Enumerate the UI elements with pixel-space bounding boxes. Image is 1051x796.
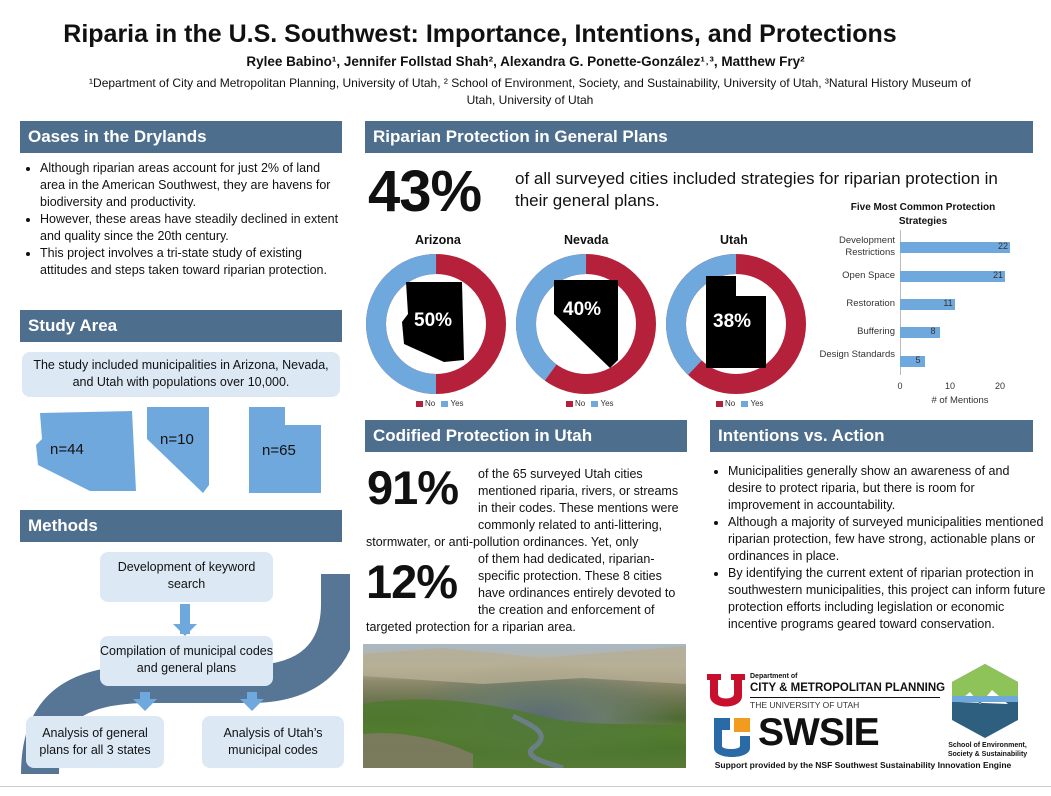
poster-title: Riparia in the U.S. Southwest: Importance, Intentions, and Protections: [63, 20, 897, 48]
chart-tick-label: 0: [897, 381, 903, 391]
legend-no: No: [575, 399, 586, 408]
dept-name: CITY & METROPOLITAN PLANNING: [750, 682, 946, 694]
method-step-compilation: Compilation of municipal codes and general plans: [100, 636, 273, 686]
donut-chart-nevada: [514, 252, 658, 396]
utah-count: n=65: [262, 442, 296, 459]
chart-tick-label: 10: [944, 381, 955, 391]
chart-value-label: 22: [997, 241, 1008, 251]
general-plans-heading: Riparian Protection in General Plans: [365, 121, 1033, 153]
legend-yes: Yes: [750, 399, 764, 408]
oases-bullet: • Although riparian areas account for just 2% of land area in the American Southwest, they are havens for biodiversity and productivity.: [40, 160, 340, 211]
chart-xlabel: # of Mentions: [931, 395, 989, 406]
methods-heading: Methods: [20, 510, 342, 542]
codified-text-2-wrap: [366, 551, 684, 636]
chart-bar: [900, 242, 1010, 253]
oases-heading: Oases in the Drylands: [20, 121, 342, 153]
intentions-bullet: • By identifying the current extent of riparian protection in southwestern municipalities, this project can inform future protection efforts including legislation or economic incentive programs geared toward conservation.: [728, 565, 1046, 633]
chart-value-label: 21: [992, 270, 1003, 280]
nevada-silhouette: [554, 280, 618, 368]
intentions-bullet: • Municipalities generally show an awareness of and desire to protect riparia, but there is room for improvement in accountability.: [728, 463, 1046, 514]
university-u-logo: [705, 672, 747, 712]
chart-tick-label: 20: [994, 381, 1005, 391]
general-plans-big-stat: 43%: [368, 159, 482, 224]
intentions-heading: Intentions vs. Action: [710, 420, 1033, 452]
chart-value-label: 11: [943, 298, 953, 308]
intentions-bullet: • Although a majority of surveyed municipalities mentioned riparian protection, few have strong, actionable plans or ordinances in place.: [728, 514, 1046, 565]
codified-stat-12: 12%: [366, 555, 458, 608]
donut-title-utah: Utah: [720, 233, 748, 247]
donut-legend-utah: [716, 399, 764, 408]
logo-divider: [750, 697, 940, 698]
general-plans-stat-text: of all surveyed cities included strategies for riparian protection in their general plans.: [515, 169, 998, 210]
arizona-count: n=44: [50, 441, 84, 458]
intentions-bullets: [710, 463, 1046, 633]
study-heading: Study Area: [20, 310, 342, 342]
oases-bullet: • This project involves a tri-state study of existing attitudes and steps taken toward riparian protection.: [40, 245, 340, 279]
photo-landscape: [363, 644, 686, 768]
method-step-utah-codes: Analysis of Utah’s municipal codes: [202, 716, 344, 768]
swsie-logo-text: SWSIE: [758, 711, 879, 754]
donut-label-arizona: 50%: [414, 310, 453, 331]
strategies-bar-chart: [800, 230, 1030, 410]
chart-category-label: Design Standards: [819, 349, 895, 360]
study-description: The study included municipalities in Arizona, Nevada, and Utah with populations over 10,000.: [22, 352, 340, 397]
swsie-mark-logo: [710, 716, 752, 758]
codified-stat-91: 91%: [367, 461, 459, 514]
chart-bar: [900, 271, 1005, 282]
donut-label-utah: 38%: [713, 311, 752, 332]
method-step-keyword: Development of keyword search: [100, 552, 273, 602]
donut-title-arizona: Arizona: [415, 233, 461, 247]
nevada-count: n=10: [160, 431, 194, 448]
legend-yes: Yes: [450, 399, 464, 408]
legend-no: No: [725, 399, 736, 408]
riparian-photo: [363, 644, 686, 768]
method-step-general-plans: Analysis of general plans for all 3 states: [26, 716, 164, 768]
chart-category-label: Development Restrictions: [839, 235, 895, 258]
codified-heading: Codified Protection in Utah: [365, 420, 687, 452]
chart-title: Five Most Common Protection Strategies: [850, 202, 996, 227]
donut-legend-arizona: [416, 399, 464, 408]
legend-no: No: [425, 399, 436, 408]
donut-title-nevada: Nevada: [564, 233, 609, 247]
poster-affiliations: ¹Department of City and Metropolitan Planning, University of Utah, ² School of Environment, Society, and Sustainability, University of Utah, ³Natural History Museum of Utah, University of Utah: [89, 76, 971, 107]
codified-text-1: of the 65 surveyed Utah cities mentioned riparia, rivers, or streams in their codes. These mentions were commonly related to anti-littering, stormwater, or anti-pollution ordinances. Yet, only: [366, 467, 679, 549]
support-text: Support provided by the NSF Southwest Sustainability Innovation Engine: [714, 760, 1012, 770]
bottom-rule: [0, 786, 1051, 787]
legend-yes: Yes: [600, 399, 614, 408]
arizona-shape: [32, 405, 142, 495]
school-hexagon-logo: [950, 662, 1020, 740]
oases-bullet: • However, these areas have steadily declined in extent and quality since the 20th century.: [40, 211, 340, 245]
chart-value-label: 8: [930, 326, 936, 336]
codified-text-1-wrap: [366, 466, 684, 551]
dept-small-text: Department of: [750, 673, 798, 680]
donut-label-nevada: 40%: [563, 299, 602, 320]
university-name: THE UNIVERSITY OF UTAH: [750, 700, 860, 710]
chart-category-label: Restoration: [846, 298, 895, 309]
codified-text-2: of them had dedicated, riparian-specific protection. These 8 cities have ordinances entirely devoted to the creation and enforcement of targeted protection for a riparian area.: [366, 552, 676, 634]
chart-category-label: Buffering: [857, 326, 895, 337]
oases-bullets: [22, 160, 340, 279]
nevada-shape: [145, 405, 215, 495]
school-name: School of Environment, Society & Sustainability: [947, 742, 1028, 758]
chart-category-label: Open Space: [842, 270, 895, 281]
poster-authors: Rylee Babino¹, Jennifer Follstad Shah², Alexandra G. Ponette-González¹˒³, Matthew Fry²: [246, 54, 805, 69]
donut-legend-nevada: [566, 399, 614, 408]
chart-value-label: 5: [915, 355, 921, 365]
